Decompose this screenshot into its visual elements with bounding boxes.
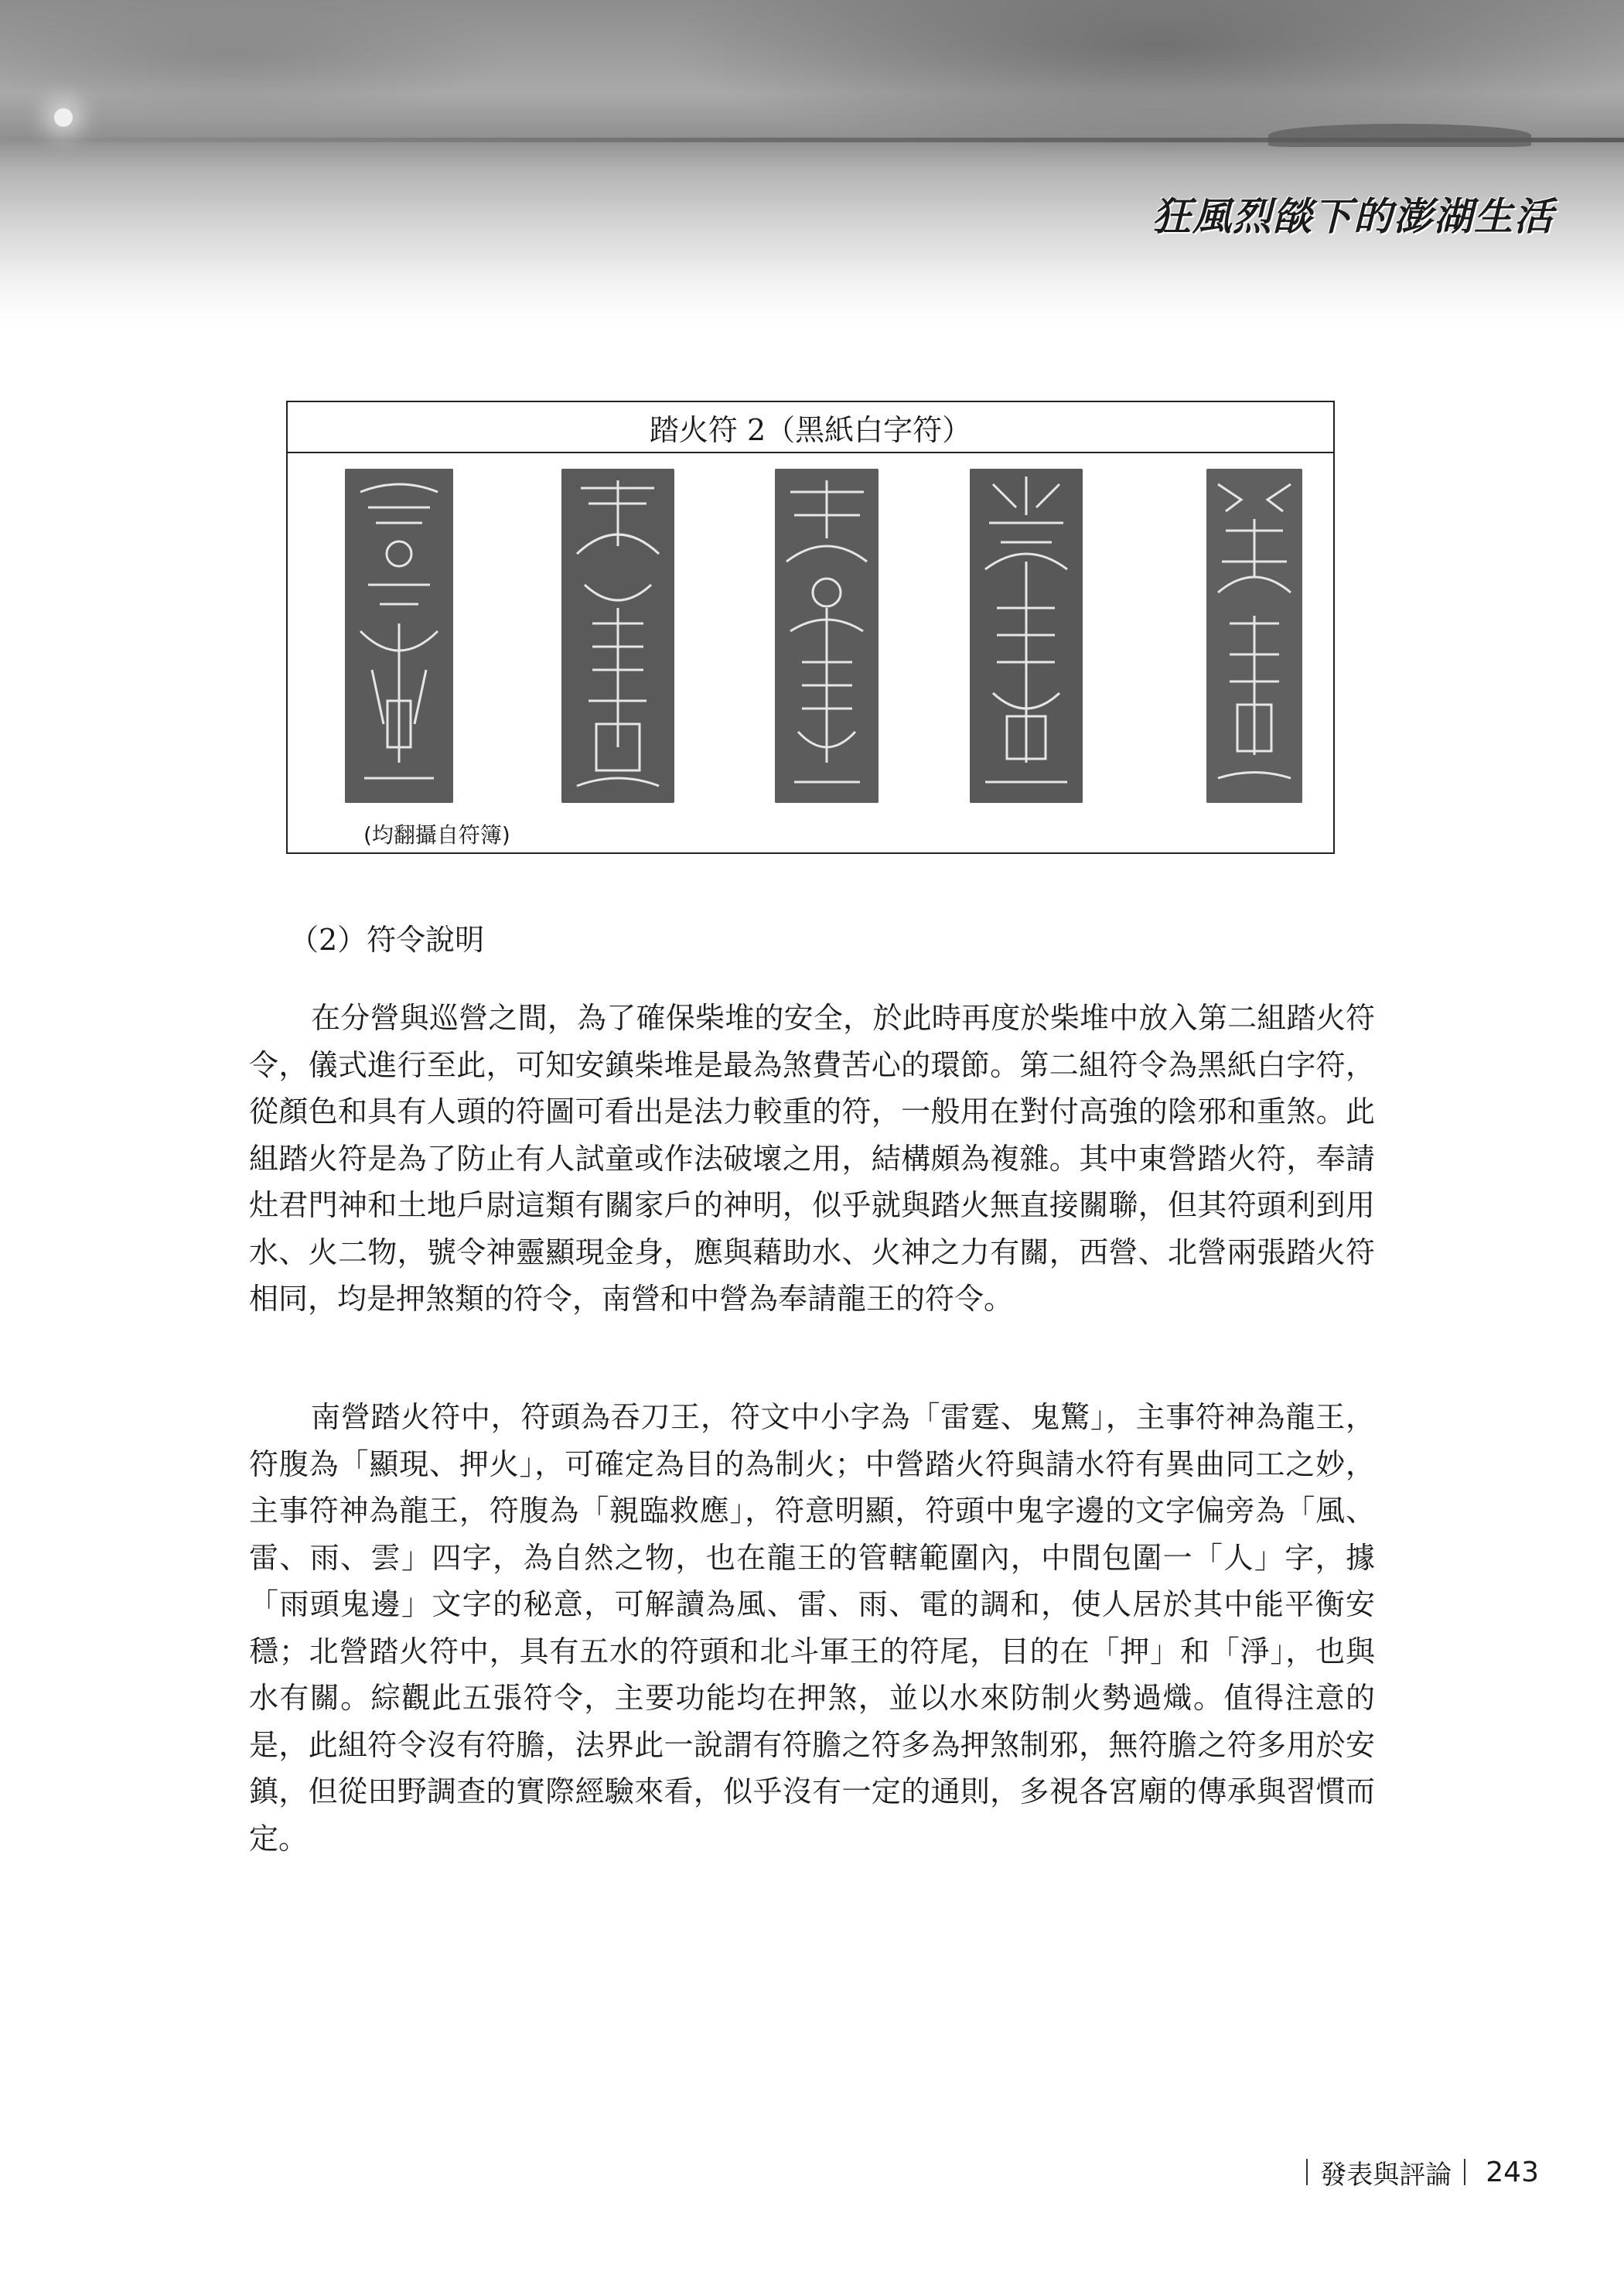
footer-divider bbox=[1464, 2159, 1465, 2185]
body-paragraph-2: 南營踏火符中，符頭為吞刀王，符文中小字為「雷霆、鬼驚」，主事符神為龍王，符腹為「顯現、押火」，可確定為目的為制火；中營踏火符與請水符有異曲同工之妙，主事符神為龍王，符腹為「親臨救應」，符意明顯，符頭中鬼字邊的文字偏旁為「風、雷、雨、雲」四字，為自然之物，也在龍王的管轄範圍內，中間包圍一「人」字，據「雨頭鬼邊」文字的秘意，可解讀為風、雷、雨、電的調和，使人居於其中能平衡安穩；北營踏火符中，具有五水的符頭和北斗軍王的符尾，目的在「押」和「淨」，也與水有關。綜觀此五張符令，主要功能均在押煞，並以水來防制火勢過熾。值得注意的是，此組符令沒有符膽，法界此一說謂有符膽之符多為押煞制邪，無符膽之符多用於安鎮，但從田野調查的實際經驗來看，似乎沒有一定的通則，多視各宮廟的傳承與習慣而定。 bbox=[249, 1400, 1375, 1856]
talisman-image-3 bbox=[775, 469, 879, 803]
figure-source-note: (均翻攝自符簿) bbox=[363, 822, 510, 848]
header-banner bbox=[0, 0, 1624, 325]
talisman-image-4 bbox=[970, 469, 1083, 803]
page-footer bbox=[1294, 2153, 1539, 2191]
running-title: 狂風烈燄下的澎湖生活 bbox=[1152, 194, 1554, 239]
talisman-image-5 bbox=[1206, 469, 1302, 803]
page-number: 243 bbox=[1486, 2156, 1539, 2188]
talisman-image-2 bbox=[561, 469, 674, 803]
body-paragraph-1: 在分營與巡營之間，為了確保柴堆的安全，於此時再度於柴堆中放入第二組踏火符令，儀式進行至此，可知安鎮柴堆是最為煞費苦心的環節。第二組符令為黑紙白字符，從顏色和具有人頭的符圖可看出是法力較重的符，一般用在對付高強的陰邪和重煞。此組踏火符是為了防止有人試童或作法破壞之用，結構頗為複雜。其中東營踏火符，奉請灶君門神和土地戶尉這類有關家戶的神明，似乎就與踏火無直接關聯，但其符頭利到用水、火二物，號令神靈顯現金身，應與藉助水、火神之力有關，西營、北營兩張踏火符相同，均是押煞類的符令，南營和中營為奉請龍王的符令。 bbox=[249, 1001, 1375, 1316]
figure-caption: 踏火符 2（黑紙白字符） bbox=[288, 402, 1333, 453]
sun-glow bbox=[54, 108, 73, 127]
talisman-figure bbox=[286, 401, 1335, 854]
footer-divider bbox=[1306, 2159, 1308, 2185]
talisman-image-1 bbox=[345, 469, 453, 803]
island-silhouette bbox=[1268, 124, 1531, 147]
section-heading: （2）符令說明 bbox=[289, 923, 485, 957]
footer-section-label: 發表與評論 bbox=[1320, 2159, 1452, 2191]
